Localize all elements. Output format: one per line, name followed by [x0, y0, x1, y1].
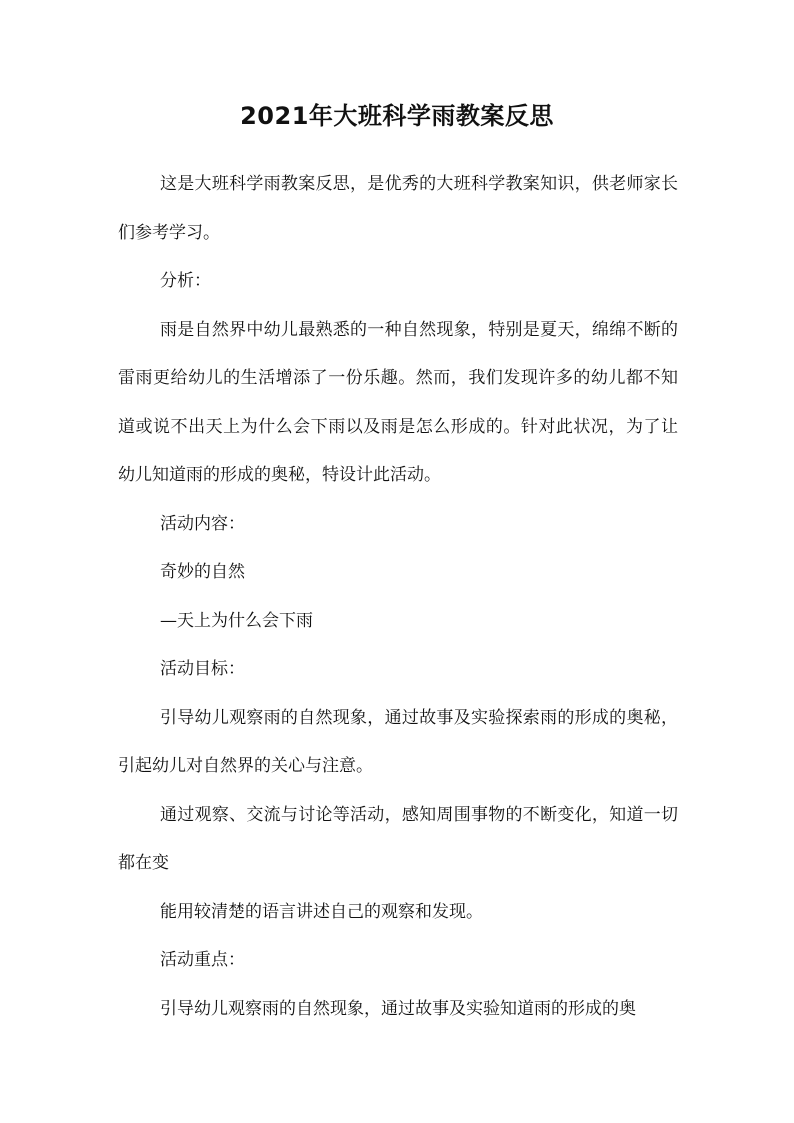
key-points-paragraph: 引导幼儿观察雨的自然现象，通过故事及实验知道雨的形成的奥 — [160, 998, 636, 1019]
key-points-heading: 活动重点： — [160, 950, 245, 970]
content-line-2: —天上为什么会下雨 — [160, 610, 313, 631]
goals-heading: 活动目标： — [160, 659, 245, 679]
analysis-heading: 分析： — [160, 271, 211, 291]
content-heading: 活动内容： — [160, 513, 245, 534]
goal-paragraph-3: 能用较清楚的语言讲述自己的观察和发现。 — [160, 901, 483, 922]
analysis-paragraph: 雨是自然界中幼儿最熟悉的一种自然现象，特别是夏天，绵绵不断的雷雨更给幼儿的生活增添了一份乐趣。然而，我们发现许多的幼儿都不知道或说不出天上为什么会下雨以及雨是怎么形成的。针对此状况，为了让幼儿知道雨的形成的奥秘，特设计此活动。 — [118, 319, 678, 485]
intro-paragraph: 这是大班科学雨教案反思，是优秀的大班科学教案知识，供老师家长们参考学习。 — [118, 174, 678, 243]
document-title: 2021年大班科学雨教案反思 — [240, 102, 554, 130]
content-line-1: 奇妙的自然 — [160, 562, 245, 582]
document-body — [118, 160, 678, 1033]
goal-paragraph-1: 引导幼儿观察雨的自然现象，通过故事及实验探索雨的形成的奥秘，引起幼儿对自然界的关心与注意。 — [118, 707, 678, 776]
goal-paragraph-2: 通过观察、交流与讨论等活动，感知周围事物的不断变化，知道一切都在变 — [118, 804, 678, 873]
